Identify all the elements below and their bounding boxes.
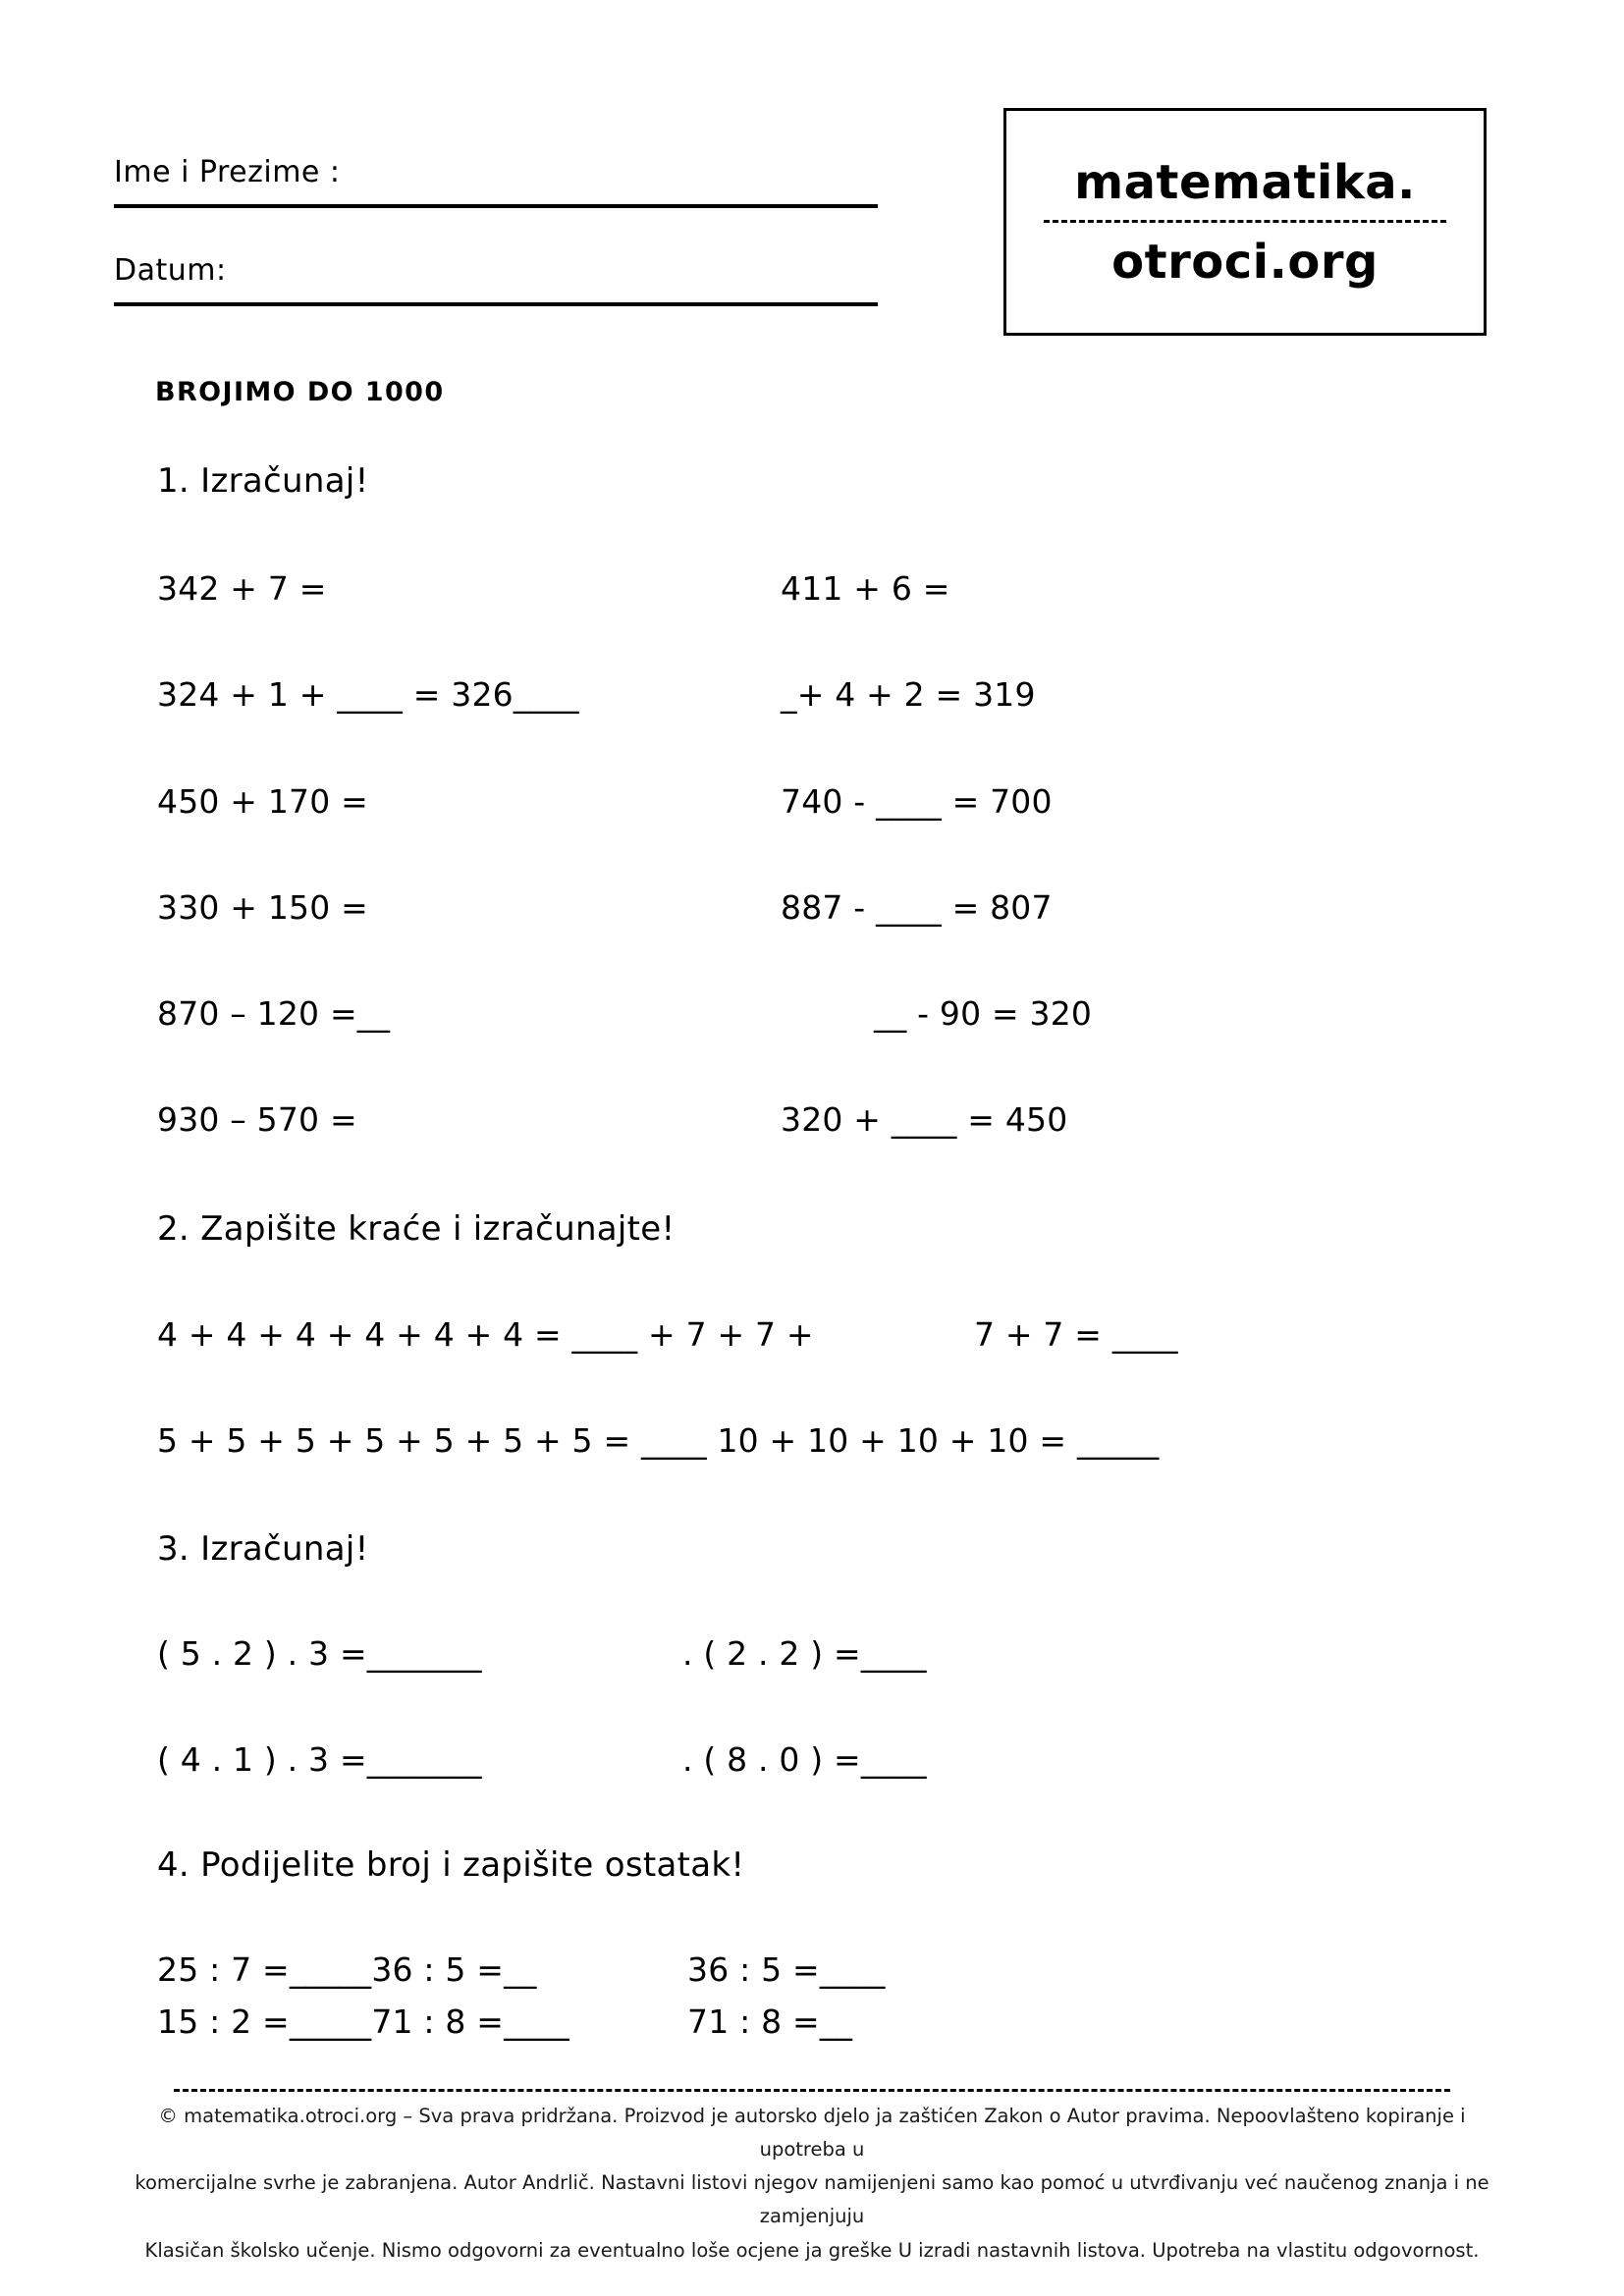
name-field[interactable] bbox=[114, 147, 878, 208]
task-heading-3: 3. Izračunaj! bbox=[157, 1529, 369, 1569]
task1-row6-right: 320 + ____ = 450 bbox=[781, 1100, 1068, 1139]
copyright-line-3: Klasičan školsko učenje. Nismo odgovorni za eventualno loše ocjene ja greške U izradi nastavnih listova. Upotreba na vlastitu odgovornost. bbox=[144, 2238, 1480, 2262]
task1-row2-left: 324 + 1 + ____ = 326____ bbox=[157, 675, 579, 714]
footer-divider bbox=[174, 2089, 1450, 2092]
task3-row2-left: ( 4 . 1 ) . 3 =_______ bbox=[157, 1740, 482, 1779]
task1-row1-right: 411 + 6 = bbox=[781, 569, 950, 608]
task1-row5-left: 870 – 120 =__ bbox=[157, 994, 391, 1033]
task-heading-4: 4. Podijelite broj i zapišite ostatak! bbox=[157, 1845, 745, 1885]
task2-row1-left: 4 + 4 + 4 + 4 + 4 + 4 = ____ + 7 + 7 + bbox=[157, 1315, 814, 1354]
page-title: BROJIMO DO 1000 bbox=[155, 377, 445, 407]
task3-row2-right: . ( 8 . 0 ) =____ bbox=[682, 1740, 927, 1779]
logo-primary-text: matematika. bbox=[1074, 154, 1416, 210]
task-heading-1: 1. Izračunaj! bbox=[157, 461, 369, 501]
task1-row5-right: __ - 90 = 320 bbox=[874, 994, 1093, 1033]
task3-row1-left: ( 5 . 2 ) . 3 =_______ bbox=[157, 1634, 482, 1673]
task4-row2-right: 71 : 8 =__ bbox=[687, 2002, 853, 2041]
logo-secondary-text: otroci.org bbox=[1111, 234, 1379, 290]
task-heading-2: 2. Zapišite kraće i izračunajte! bbox=[157, 1209, 676, 1249]
task1-row3-left: 450 + 170 = bbox=[157, 782, 368, 821]
date-field[interactable] bbox=[114, 245, 878, 306]
task2-row2-left: 5 + 5 + 5 + 5 + 5 + 5 + 5 = ____ 10 + 10 + 10 + 10 = _____ bbox=[157, 1421, 1160, 1460]
date-field-label: Datum: bbox=[114, 253, 227, 288]
task1-row6-left: 930 – 570 = bbox=[157, 1100, 357, 1139]
site-logo bbox=[1003, 108, 1487, 336]
copyright-line-2: komercijalne svrhe je zabranjena. Autor Andrlič. Nastavni listovi njegov namijenjeni samo kao pomoć u utvrđivanju već naučenog znanja i ne zamjenjuju bbox=[135, 2171, 1489, 2228]
task1-row3-right: 740 - ____ = 700 bbox=[781, 782, 1053, 821]
name-field-label: Ime i Prezime : bbox=[114, 155, 341, 189]
logo-divider bbox=[1044, 220, 1446, 223]
worksheet-footer bbox=[0, 2089, 1624, 2268]
copyright-line-1: © matematika.otroci.org – Sva prava pridržana. Proizvod je autorsko djelo ja zaštićen Zakon o Autor pravima. Nepoovlašteno kopiranje i upotreba u bbox=[158, 2105, 1466, 2162]
worksheet-header bbox=[0, 0, 1624, 353]
task1-row4-right: 887 - ____ = 807 bbox=[781, 888, 1053, 927]
task1-row1-left: 342 + 7 = bbox=[157, 569, 327, 608]
task4-row1-left: 25 : 7 =_____36 : 5 =__ bbox=[157, 1950, 537, 1989]
task3-row1-right: . ( 2 . 2 ) =____ bbox=[682, 1634, 927, 1673]
task4-row1-right: 36 : 5 =____ bbox=[687, 1950, 886, 1989]
task2-row1-right: 7 + 7 = ____ bbox=[974, 1315, 1178, 1354]
task4-row2-left: 15 : 2 =_____71 : 8 =____ bbox=[157, 2002, 569, 2041]
task1-row4-left: 330 + 150 = bbox=[157, 888, 368, 927]
task1-row2-right: _+ 4 + 2 = 319 bbox=[781, 675, 1036, 714]
